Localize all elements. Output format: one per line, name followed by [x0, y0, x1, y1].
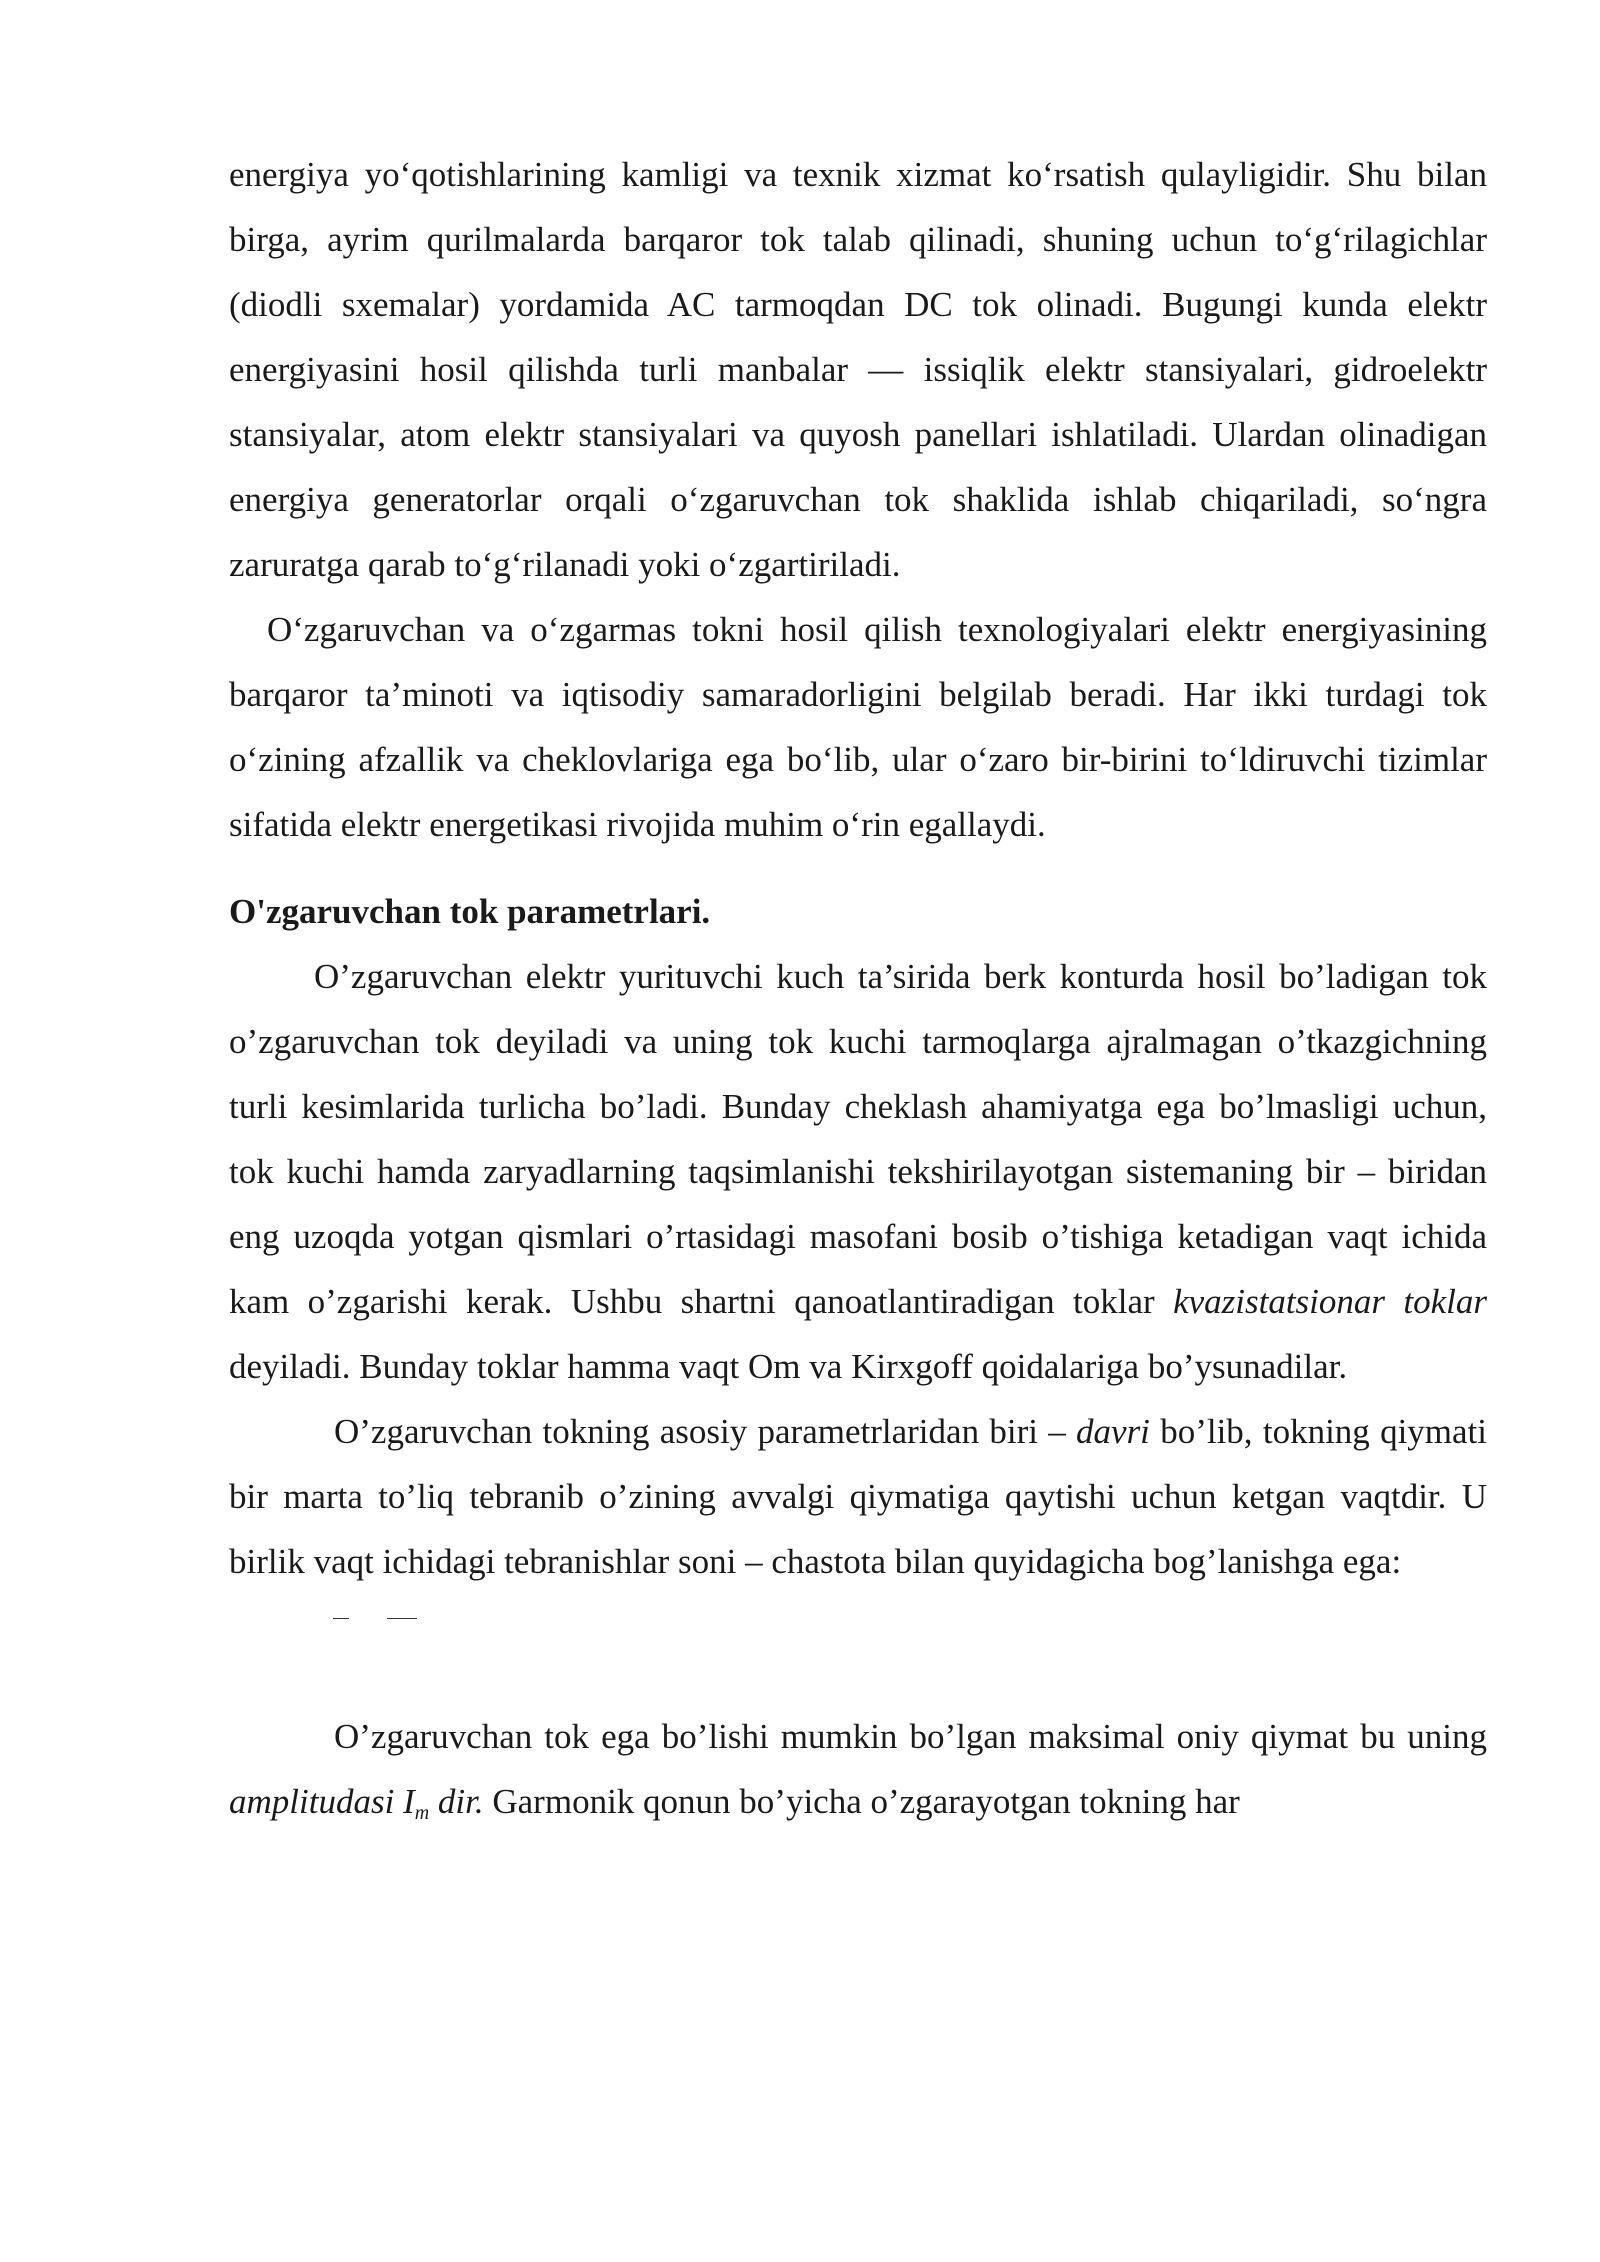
text-run: bo’lib, tokning qiymati bir marta to’liq tebranib o’zining avvalgi qiymatiga qaytishi uchun ketgan vaqtdir. U birlik vaqt ichidagi tebranishlar soni – chastota bilan quyidagicha bog’lanishga ega: [229, 1412, 1488, 1581]
italic-term-davri: davri [1076, 1412, 1150, 1451]
subscript-m: m [414, 1802, 430, 1824]
section-heading: O'zgaruvchan tok parametrlari. [229, 892, 711, 931]
paragraph-technologies: O‘zgaruvchan va o‘zgarmas tokni hosil qilish texnologiyalari elektr energiyasining barqaror ta’minoti va iqtisodiy samaradorligini belgilab beradi. Har ikki turdagi tok o‘zining afzallik va cheklovlariga ega bo‘lib, ular o‘zaro bir-birini to‘ldiruvchi tizimlar sifatida elektr energetikasi rivojida muhim o‘rin egallaydi. [229, 610, 1487, 844]
text-run: Garmonik qonun bo’yicha o’zgarayotgan tokning har [483, 1782, 1240, 1821]
text-run: amplitudasi I [229, 1782, 415, 1821]
paragraph-period [229, 1399, 1487, 1594]
formula-placeholder [229, 1594, 1487, 1704]
formula-fraction-bar [387, 1618, 417, 1619]
paragraph-ac-definition [229, 944, 1487, 1399]
text-run: dir. [429, 1782, 484, 1821]
italic-term-amplitude [229, 1782, 484, 1824]
text-run: deyiladi. Bunday toklar hamma vaqt Om va Kirxgoff qoidalariga bo’ysunadilar. [229, 1347, 1348, 1386]
paragraph-continuation: energiya yo‘qotishlarining kamligi va texnik xizmat ko‘rsatish qulayligidir. Shu bilan birga, ayrim qurilmalarda barqaror tok talab qilinadi, shuning uchun to‘g‘rilagichlar (diodli sxemalar) yordamida AC tarmoqdan DC tok olinadi. Bugungi kunda elektr energiyasini hosil qilishda turli manbalar — issiqlik elektr stansiyalari, gidroelektr stansiyalar, atom elektr stansiyalari va quyosh panellari ishlatiladi. Ulardan olinadigan energiya generatorlar orqali o‘zgaruvchan tok shaklida ishlab chiqariladi, so‘ngra zaruratga qarab to‘g‘rilanadi yoki o‘zgartiriladi. [229, 155, 1487, 584]
italic-term-kvazistatsionar: kvazistatsionar toklar [1173, 1282, 1487, 1321]
text-run: O’zgaruvchan tok ega bo’lishi mumkin bo’lgan maksimal oniy qiymat bu uning [334, 1717, 1487, 1756]
paragraph-amplitude [229, 1704, 1487, 1834]
formula-dash [333, 1618, 349, 1619]
document-page [229, 142, 1487, 1834]
text-run: O’zgaruvchan elektr yurituvchi kuch ta’sirida berk konturda hosil bo’ladigan tok o’zgaruvchan tok deyiladi va uning tok kuchi tarmoqlarga ajralmagan o’tkazgichning turli kesimlarida turlicha bo’ladi. Bunday cheklash ahamiyatga ega bo’lmasligi uchun, tok kuchi hamda zaryadlarning taqsimlanishi tekshirilayotgan sistemaning bir – biridan eng uzoqda yotgan qismlari o’rtasidagi masofani bosib o’tishiga ketadigan vaqt ichida kam o’zgarishi kerak. Ushbu shartni qanoatlantiradigan toklar [229, 957, 1487, 1321]
text-run: O’zgaruvchan tokning asosiy parametrlaridan biri – [334, 1412, 1077, 1451]
